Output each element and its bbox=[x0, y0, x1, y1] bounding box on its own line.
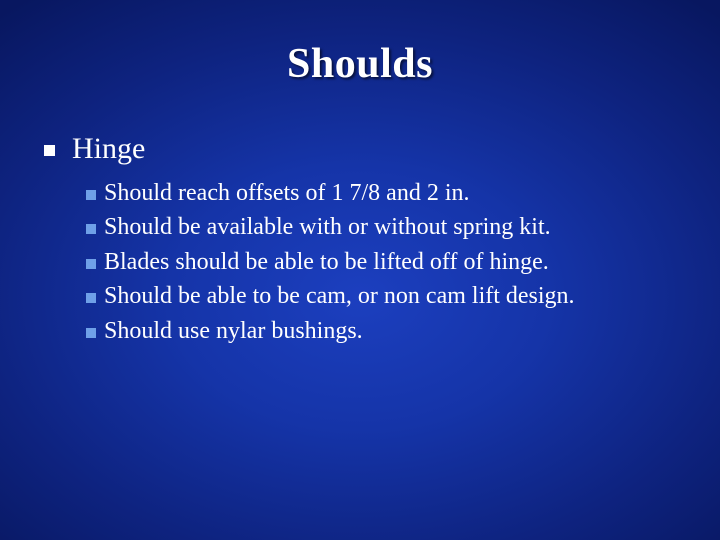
square-bullet-icon bbox=[86, 293, 96, 303]
square-bullet-icon bbox=[44, 145, 55, 156]
square-bullet-icon bbox=[86, 224, 96, 234]
square-bullet-icon bbox=[86, 190, 96, 200]
sub-bullet-item bbox=[86, 176, 575, 211]
bullet-text: Hinge bbox=[72, 132, 146, 165]
slide-title: Shoulds bbox=[287, 41, 433, 87]
bullet-item-hinge bbox=[44, 132, 145, 166]
sub-bullet-text: Should reach offsets of 1 7/8 and 2 in. bbox=[104, 179, 470, 206]
sub-bullet-list bbox=[86, 176, 575, 349]
sub-bullet-item bbox=[86, 245, 575, 280]
square-bullet-icon bbox=[86, 259, 96, 269]
sub-bullet-item bbox=[86, 314, 575, 349]
square-bullet-icon bbox=[86, 328, 96, 338]
sub-bullet-text: Should be able to be cam, or non cam lift design. bbox=[104, 283, 575, 310]
sub-bullet-text: Should use nylar bushings. bbox=[104, 317, 363, 344]
sub-bullet-text: Should be available with or without spring kit. bbox=[104, 214, 551, 241]
sub-bullet-item bbox=[86, 280, 575, 315]
sub-bullet-item bbox=[86, 211, 575, 246]
sub-bullet-text: Blades should be able to be lifted off of hinge. bbox=[104, 248, 549, 275]
